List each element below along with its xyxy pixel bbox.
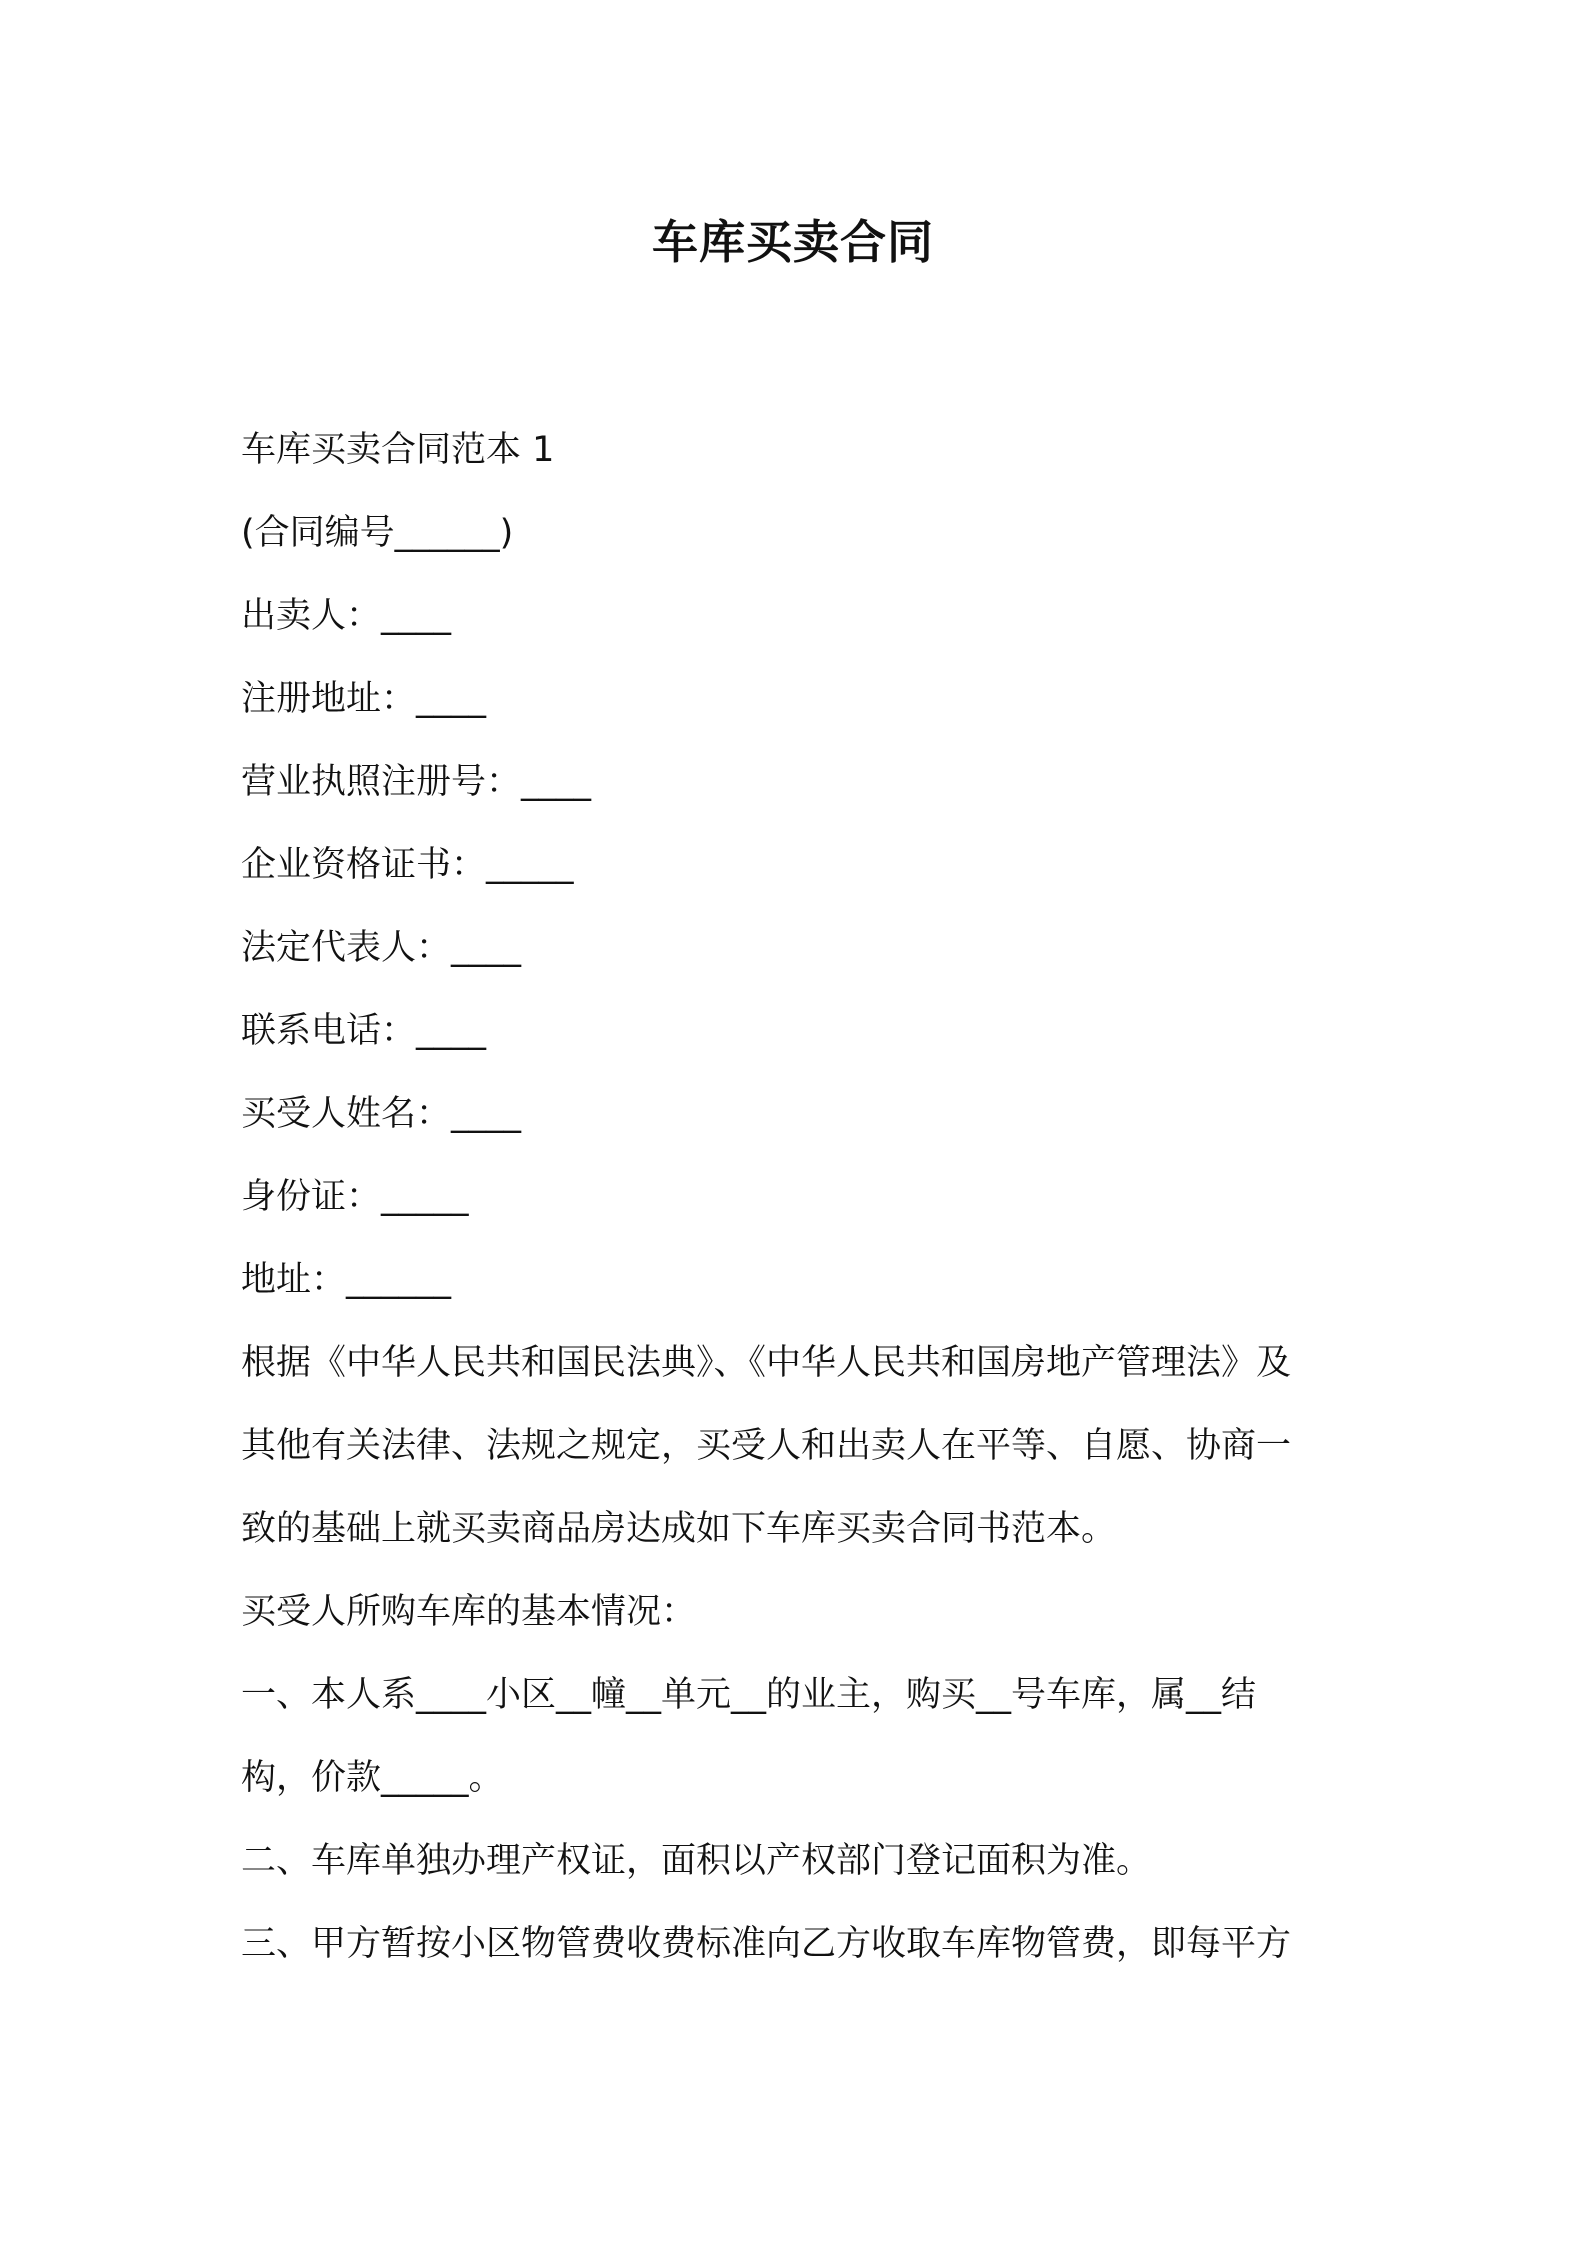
document-body: [241, 409, 1351, 1986]
clause-3: 三、甲方暂按小区物管费收费标准向乙方收取车库物管费，即每平方: [241, 1924, 1292, 1964]
buyer-name-field: 买受人姓名：____: [241, 1094, 522, 1134]
id-card-field: 身份证：_____: [241, 1177, 469, 1217]
legal-rep-field: 法定代表人：____: [241, 928, 522, 968]
phone-field: 联系电话：____: [241, 1011, 487, 1051]
template-heading: 车库买卖合同范本 1: [241, 430, 555, 470]
intro-paragraph-line: 其他有关法律、法规之规定，买受人和出卖人在平等、自愿、协商一: [241, 1426, 1292, 1466]
intro-paragraph-line: 致的基础上就买卖商品房达成如下车库买卖合同书范本。: [241, 1509, 1117, 1549]
seller-field: 出卖人：____: [241, 596, 452, 636]
contract-number-field: (合同编号______): [241, 513, 514, 553]
clause-1-line: 一、本人系____小区__幢__单元__的业主，购买__号车库，属__结: [241, 1675, 1257, 1715]
business-license-field: 营业执照注册号：____: [241, 762, 592, 802]
intro-paragraph-line: 根据《中华人民共和国民法典》、《中华人民共和国房地产管理法》及: [241, 1343, 1292, 1383]
document-title: 车库买卖合同: [652, 215, 934, 269]
basic-info-heading: 买受人所购车库的基本情况：: [241, 1592, 697, 1632]
clause-2: 二、车库单独办理产权证，面积以产权部门登记面积为准。: [241, 1841, 1152, 1881]
address-field: 地址：______: [241, 1260, 452, 1300]
qualification-cert-field: 企业资格证书：_____: [241, 845, 574, 885]
registered-address-field: 注册地址：____: [241, 679, 487, 719]
clause-1-line: 构，价款_____。: [241, 1758, 504, 1798]
